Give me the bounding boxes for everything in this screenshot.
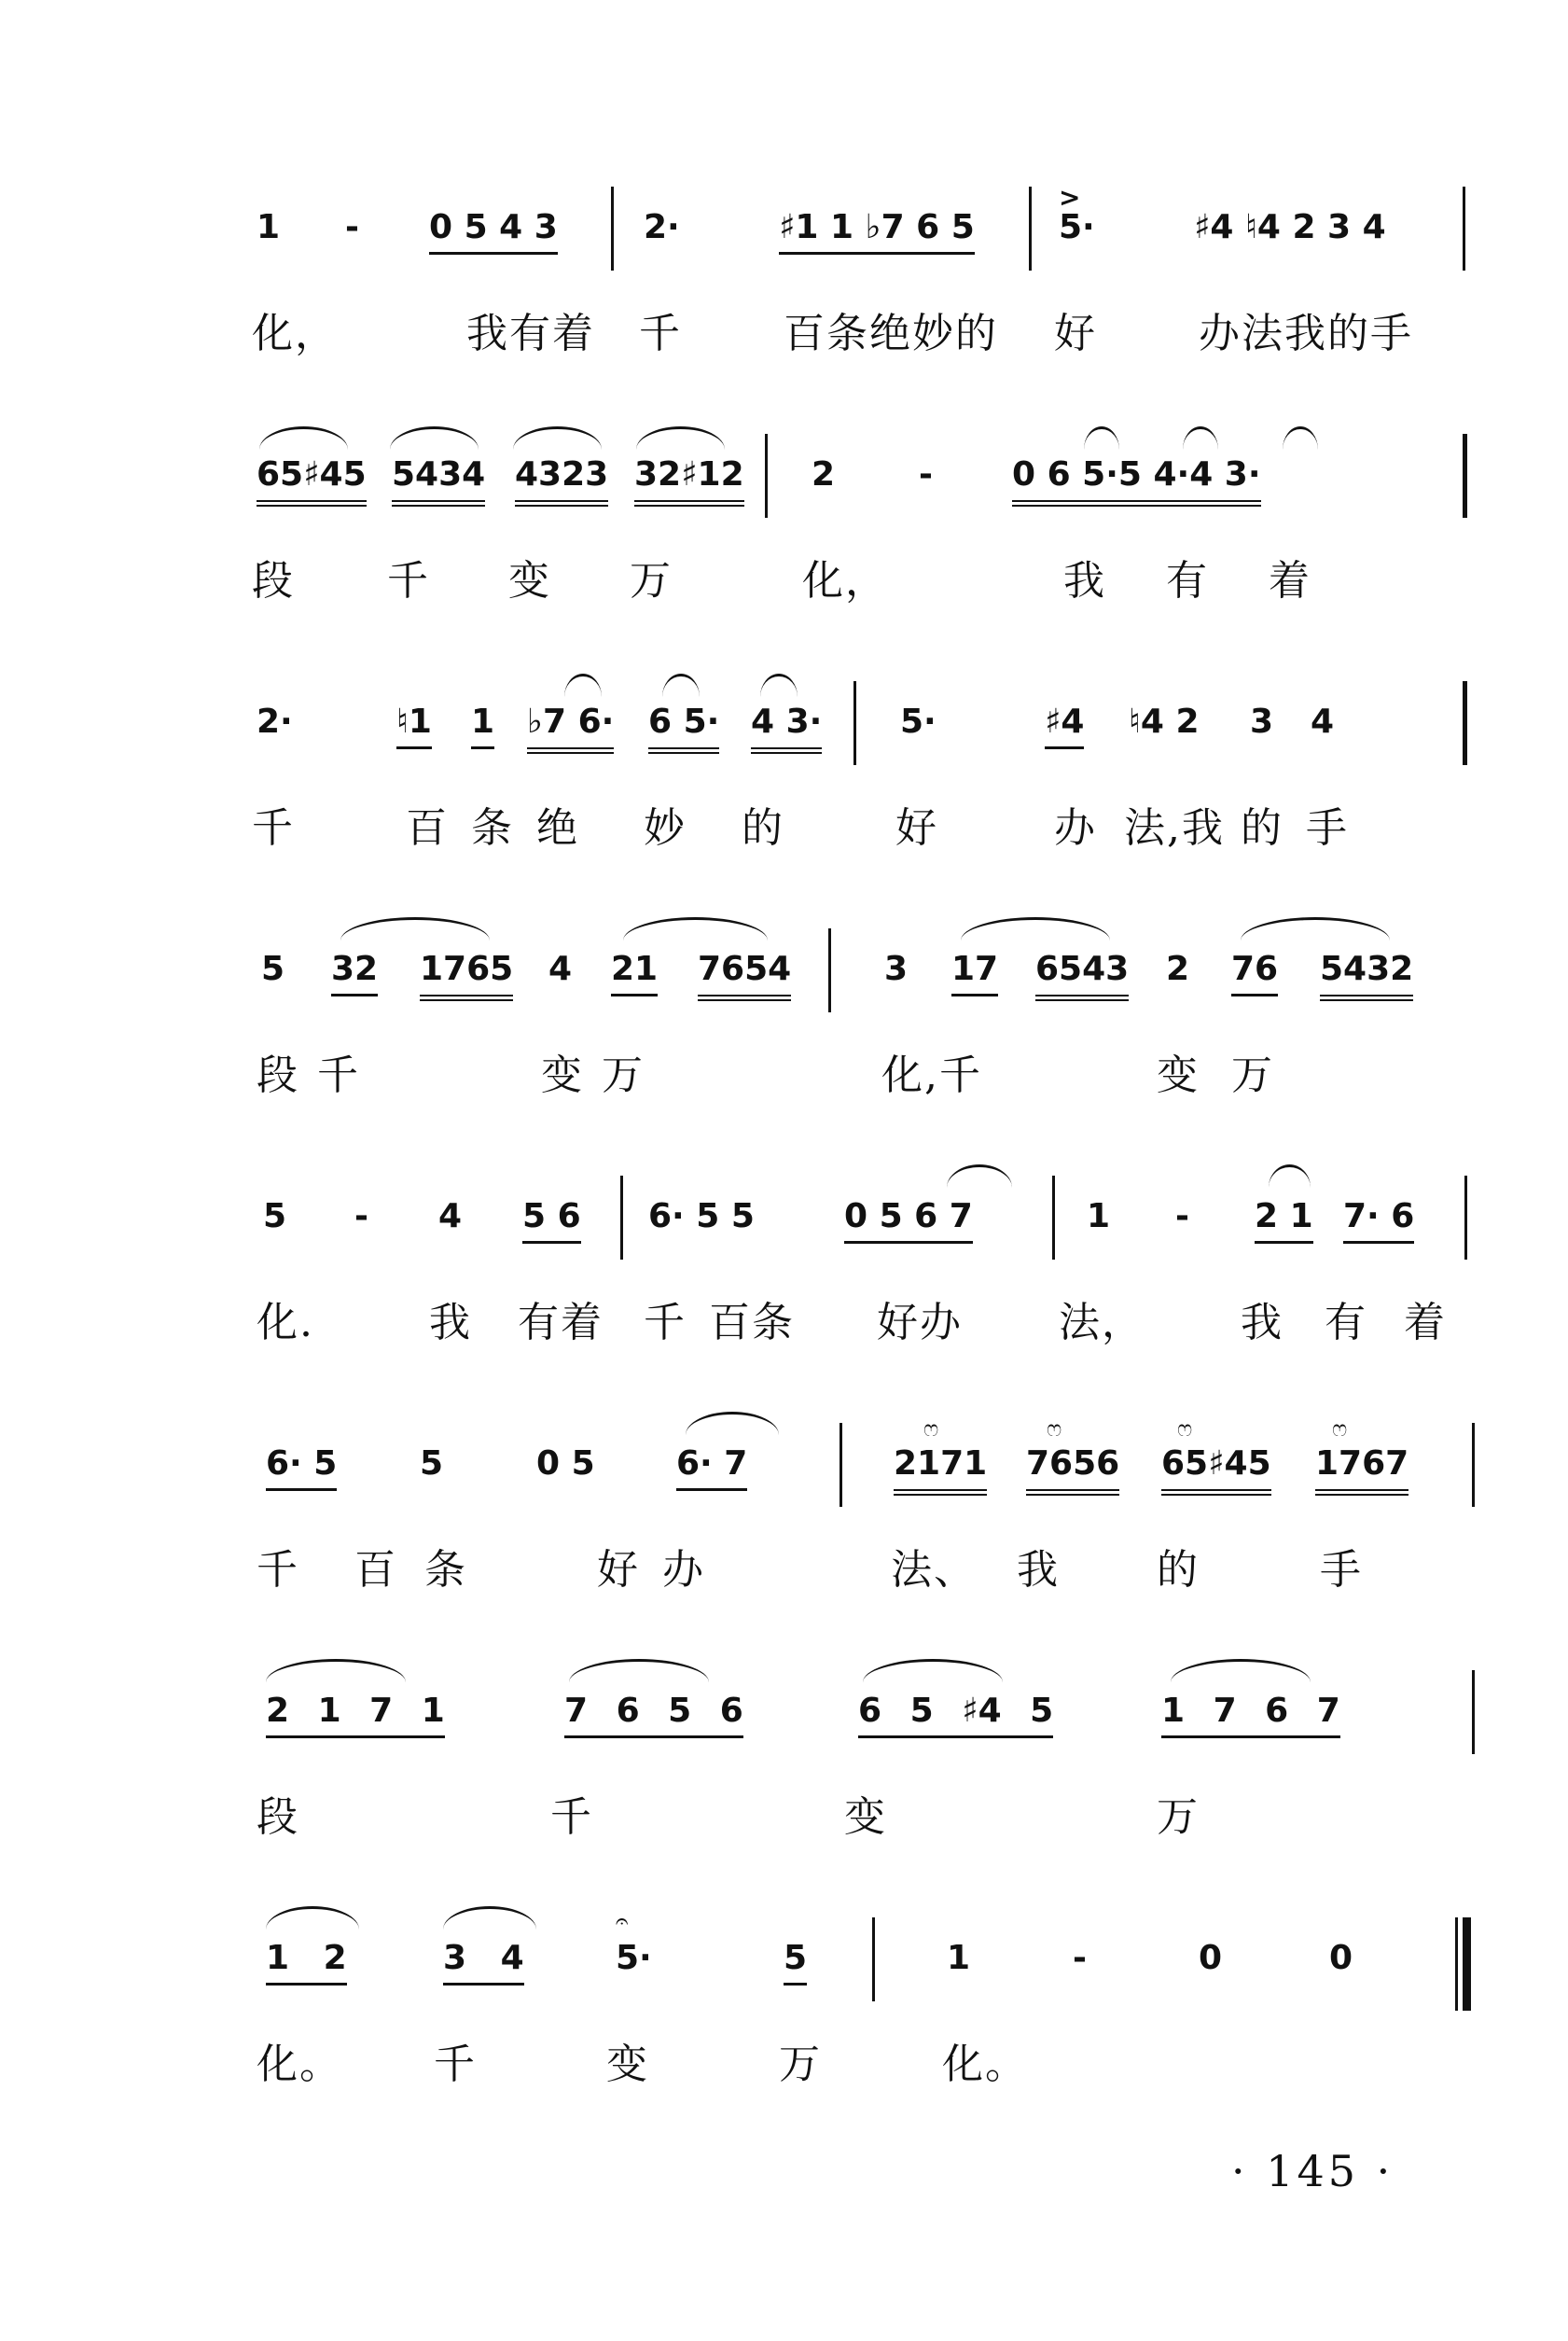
fermata-icon: 𝄐 [616, 1908, 629, 1934]
lyric: 着 [1269, 557, 1311, 605]
turn-ornament-icon: ෆ [1047, 1415, 1062, 1442]
notation-row [0, 681, 1568, 765]
lyric: 千 [317, 1052, 360, 1099]
note: ♯4 [1045, 700, 1084, 749]
note: 2 [812, 455, 836, 494]
lyric: 的 [742, 804, 784, 852]
note: 1 [471, 700, 494, 749]
note: 5 [263, 1197, 287, 1235]
note-group: 0 5 [536, 1444, 595, 1483]
lyric: 绝 [536, 804, 579, 852]
note: - [345, 208, 359, 246]
note-group: 6543 [1035, 947, 1129, 1001]
lyrics-row [0, 1280, 1568, 1364]
note-group: 5434 [392, 453, 485, 507]
note: 3 [1250, 703, 1274, 741]
note: 5 [261, 950, 285, 988]
lyric: 手 [1320, 1546, 1363, 1594]
note: 4 [548, 950, 573, 988]
lyric: 办 [1054, 804, 1097, 852]
barline [828, 928, 831, 1012]
lyric: 变 [844, 1793, 887, 1841]
barline [1472, 1670, 1475, 1754]
lyric: 有 [1325, 1299, 1367, 1346]
page-number: · 145 · [1231, 2146, 1395, 2196]
lyrics-row [0, 538, 1568, 622]
note: 0 [1199, 1939, 1223, 1977]
lyric: 千 [639, 310, 682, 357]
barline [765, 434, 768, 518]
lyrics-row [0, 1033, 1568, 1117]
note-group: ♮4 2 [1129, 703, 1200, 741]
note: 5· [900, 703, 937, 741]
barline [1463, 681, 1467, 765]
lyric: 变 [541, 1052, 584, 1099]
lyric: 万 [602, 1052, 645, 1099]
lyrics-row [0, 1527, 1568, 1611]
lyric: 万 [779, 2041, 822, 2088]
lyric: 化， [252, 310, 338, 357]
note-group: 21 [611, 947, 658, 996]
lyric: 法,我 [1124, 804, 1225, 852]
final-barline [1455, 1917, 1474, 2011]
lyric: 千 [387, 557, 430, 605]
lyric: 好办 [877, 1299, 963, 1346]
note: 4 [1311, 703, 1335, 741]
note: 5 [784, 1936, 807, 1986]
lyric: 百条 [709, 1299, 795, 1346]
note-group: 6· 5 5 [648, 1197, 755, 1235]
note: 4 [438, 1197, 463, 1235]
lyric: 我 [1241, 1299, 1284, 1346]
lyric: 段 [252, 557, 295, 605]
note: 5· [1059, 208, 1095, 246]
note-group: 65♯45 [1161, 1442, 1271, 1496]
barline [611, 187, 614, 271]
note: - [1073, 1939, 1087, 1977]
lyric: 万 [1157, 1793, 1200, 1841]
barline [1463, 434, 1467, 518]
note-group: 5432 [1320, 947, 1413, 1001]
note-group: 6· 7 [676, 1442, 747, 1491]
note: 5 [420, 1444, 444, 1483]
note-group: 7654 [698, 947, 791, 1001]
lyric: 我 [1063, 557, 1106, 605]
lyric: 的 [1241, 804, 1284, 852]
barline [1029, 187, 1032, 271]
lyric: 千 [434, 2041, 477, 2088]
turn-ornament-icon: ෆ [1332, 1415, 1348, 1442]
lyric: 妙 [644, 804, 687, 852]
note-group: 1767 [1315, 1442, 1408, 1496]
note-group: 76 [1231, 947, 1278, 996]
lyric: 万 [630, 557, 673, 605]
lyric: 千 [252, 804, 295, 852]
note-group: 2171 [894, 1442, 987, 1496]
barline [1052, 1176, 1055, 1260]
note-group: ♯1 1 ♭7 6 5 [779, 205, 975, 255]
note: 3 [884, 950, 909, 988]
notation-row [0, 1670, 1568, 1754]
note-group: 17 [951, 947, 998, 996]
note-group: 6 5· [648, 700, 719, 754]
note-group: 6 5 ♯4 5 [858, 1689, 1053, 1738]
lyric: 化. [257, 1299, 314, 1346]
lyrics-row [0, 291, 1568, 375]
lyric: 我 [1017, 1546, 1060, 1594]
note: 1 [257, 208, 281, 246]
note: - [919, 455, 933, 494]
note-group: 1 7 6 7 [1161, 1689, 1340, 1738]
note: 1 [947, 1939, 971, 1977]
turn-ornament-icon: ෆ [1177, 1415, 1193, 1442]
lyric: 有 [1166, 557, 1209, 605]
barline [853, 681, 856, 765]
turn-ornament-icon: ෆ [923, 1415, 939, 1442]
note-group: 0 5 4 3 [429, 205, 558, 255]
lyric: 万 [1231, 1052, 1274, 1099]
lyric: 化。 [257, 2041, 342, 2088]
note: 2 [1166, 950, 1190, 988]
lyric: 条 [424, 1546, 467, 1594]
lyric: 化,千 [881, 1052, 982, 1099]
note: ♮1 [396, 700, 432, 749]
lyric: 百 [354, 1546, 397, 1594]
lyric: 好 [1054, 310, 1097, 357]
note: - [1175, 1197, 1189, 1235]
lyric: 千 [257, 1546, 299, 1594]
score-system [0, 434, 1568, 667]
score-system [0, 1908, 1568, 2151]
note-group: 2 1 [1255, 1194, 1313, 1244]
lyric: 百 [406, 804, 449, 852]
lyric: 手 [1306, 804, 1349, 852]
barline [620, 1176, 623, 1260]
note-group: 65♯45 [257, 453, 367, 507]
barline [1472, 1423, 1475, 1507]
notation-row [0, 182, 1568, 271]
barline [840, 1423, 842, 1507]
score-system [0, 1415, 1568, 1656]
note: 5· [616, 1939, 652, 1977]
note-group: ♯4 ♮4 2 3 4 [1194, 208, 1386, 246]
notation-row [0, 928, 1568, 1012]
score-system [0, 928, 1568, 1162]
note-group: 0 5 6 7 [844, 1194, 973, 1244]
lyric: 化， [802, 557, 888, 605]
note-group: 3 4 [443, 1936, 524, 1986]
note: 0 [1329, 1939, 1353, 1977]
lyric: 法， [1059, 1299, 1145, 1346]
notation-row [0, 1176, 1568, 1260]
lyric: 有着 [518, 1299, 604, 1346]
lyric: 的 [1157, 1546, 1200, 1594]
note-group: 32 [331, 947, 378, 996]
lyrics-row [0, 786, 1568, 870]
lyric: 段 [257, 1793, 299, 1841]
note-group: 7 6 5 6 [564, 1689, 743, 1738]
notation-row [0, 1423, 1568, 1507]
note: 1 [1087, 1197, 1111, 1235]
score-system [0, 1176, 1568, 1409]
note-group: 7· 6 [1343, 1194, 1414, 1244]
lyric: 好 [597, 1546, 640, 1594]
lyric: 我 [429, 1299, 472, 1346]
note-group: 32♯12 [634, 453, 744, 507]
note-group: 4 3· [751, 700, 822, 754]
score-system [0, 1670, 1568, 1903]
lyric: 办法我的手 [1199, 310, 1413, 357]
lyric: 法、 [891, 1546, 977, 1594]
score-system [0, 182, 1568, 420]
accent-mark: > [1059, 182, 1081, 213]
note-group: 7656 [1026, 1442, 1119, 1496]
lyric: 千 [550, 1793, 593, 1841]
note-group: 1765 [420, 947, 513, 1001]
lyrics-row [0, 2022, 1568, 2106]
note: - [354, 1197, 368, 1235]
lyric: 条 [471, 804, 514, 852]
notation-row [0, 1917, 1568, 2001]
note: 2· [644, 208, 680, 246]
lyric: 百条绝妙的 [784, 310, 998, 357]
barline [872, 1917, 875, 2001]
barline [1463, 187, 1465, 271]
lyric: 好 [895, 804, 938, 852]
lyric: 变 [508, 557, 551, 605]
lyric: 变 [1157, 1052, 1200, 1099]
lyric: 着 [1404, 1299, 1447, 1346]
lyric: 化。 [942, 2041, 1028, 2088]
barline [1464, 1176, 1467, 1260]
note-group: 4323 [515, 453, 608, 507]
note-group: 5 6 [522, 1194, 581, 1244]
note: 2· [257, 703, 293, 741]
notation-row [0, 434, 1568, 518]
note-group: 1 2 [266, 1936, 347, 1986]
lyric: 千 [644, 1299, 687, 1346]
note-group: 6· 5 [266, 1442, 337, 1491]
lyric: 我有着 [466, 310, 595, 357]
score-system [0, 681, 1568, 914]
note-group: ♭7 6· [527, 700, 614, 754]
lyric: 办 [662, 1546, 705, 1594]
note-group: 0 6 5·5 4·4 3· [1012, 453, 1261, 507]
lyric: 变 [606, 2041, 649, 2088]
lyric: 段 [257, 1052, 299, 1099]
lyrics-row [0, 1775, 1568, 1859]
note-group: 2 1 7 1 [266, 1689, 445, 1738]
